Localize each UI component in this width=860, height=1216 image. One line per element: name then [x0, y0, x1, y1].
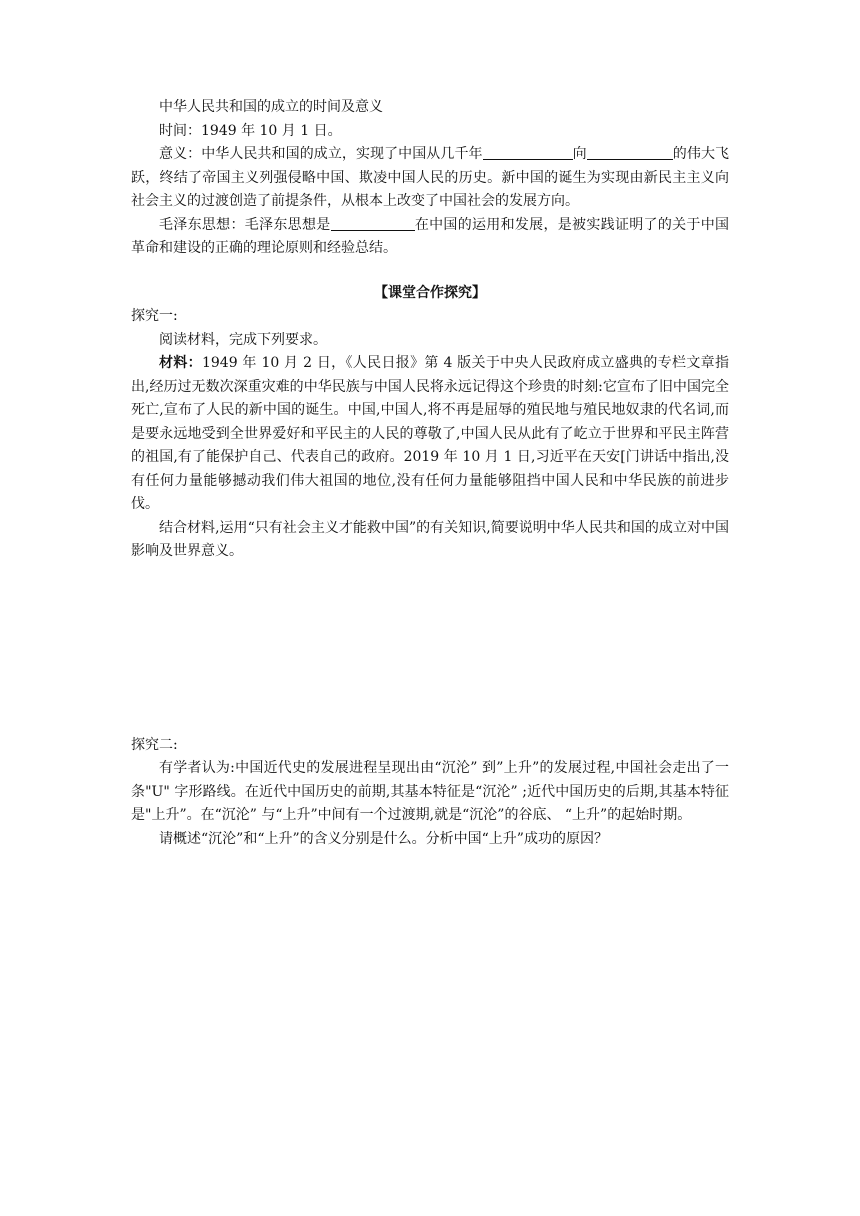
- explore-one-label: 探究一:: [131, 308, 178, 324]
- explore-one-instruction: 阅读材料，完成下列要求。: [159, 331, 327, 348]
- mao-thought: [131, 214, 729, 261]
- material-label: 材料：: [159, 355, 202, 371]
- meaning-prefix: 意义：中华人民共和国的成立，实现了中国从几千年: [159, 146, 483, 162]
- explore-two-label: 探究二:: [131, 736, 178, 753]
- answer-space-1[interactable]: [131, 564, 729, 734]
- explore-two-paragraph: 有学者认为:中国近代史的发展进程呈现出由“沉沦” 到”上升”的发展过程,中国社会走出了一条"U" 字形路线。在近代中国历史的前期,其基本特征是“沉沦” ;近代中国历史的后期,其基本特征是"上升”。在“沉沦” 与“上升”中间有一个过渡期,就是“沉沦”的谷底、 “上升”的起始时期。: [131, 760, 729, 823]
- class-cooperation-heading: 【课堂合作探究】: [374, 284, 486, 301]
- document-content: [131, 96, 729, 851]
- mao-suffix: 在中国的运用和发展，是被实践证明了的关于中国革命和建设的正确的理论原则和经验总结。: [131, 216, 730, 256]
- fill-blank-2[interactable]: [587, 145, 673, 160]
- founding-meaning: [131, 143, 729, 214]
- explore-one-material: [131, 352, 729, 517]
- explore-two-question: 请概述“沉沦”和“上升”的含义分别是什么。分析中国“上升”成功的原因？: [159, 830, 608, 847]
- meaning-suffix: 的伟大飞跃，终结了帝国主义列强侵略中国、欺凌中国人民的历史。新中国的诞生为实现由新民主主义向社会主义的过渡创造了前提条件，从根本上改变了中国社会的发展方向。: [131, 146, 730, 209]
- founding-time: 时间：1949 年 10 月 1 日。: [159, 122, 342, 139]
- meaning-mid: 向: [572, 146, 587, 162]
- material-text: 1949 年 10 月 2 日，《人民日报》第 4 版关于中央人民政府成立盛典的专栏文章指出,经历过无数次深重灾难的中华民族与中国人民将永远记得这个珍贵的时刻:它宣布了旧中国完全死亡,宣布了人民的新中国的诞生。中国,中国人,将不再是屈辱的殖民地与殖民地奴隶的代名词,而是要永远地受到全世界爱好和平民主的人民的尊敬了,中国人民从此有了屹立于世界和平民主阵营的祖国,有了能保护自己、代表自己的政府。2019 年 10 月 1 日,习近平在天安[门讲话中指出,没有任何力量能够撼动我们伟大祖国的地位,没有任何力量能够阻挡中国人民和中华民族的前进步伐。: [131, 355, 729, 512]
- fill-blank-1[interactable]: [483, 145, 573, 160]
- explore-one-question: 结合材料,运用“只有社会主义才能救中国”的有关知识,简要说明中华人民共和国的成立对中国影响及世界意义。: [131, 519, 729, 559]
- mao-prefix: 毛泽东思想：毛泽东思想是: [159, 216, 331, 233]
- fill-blank-3[interactable]: [331, 216, 415, 231]
- section-title: 中华人民共和国的成立的时间及意义: [159, 99, 383, 115]
